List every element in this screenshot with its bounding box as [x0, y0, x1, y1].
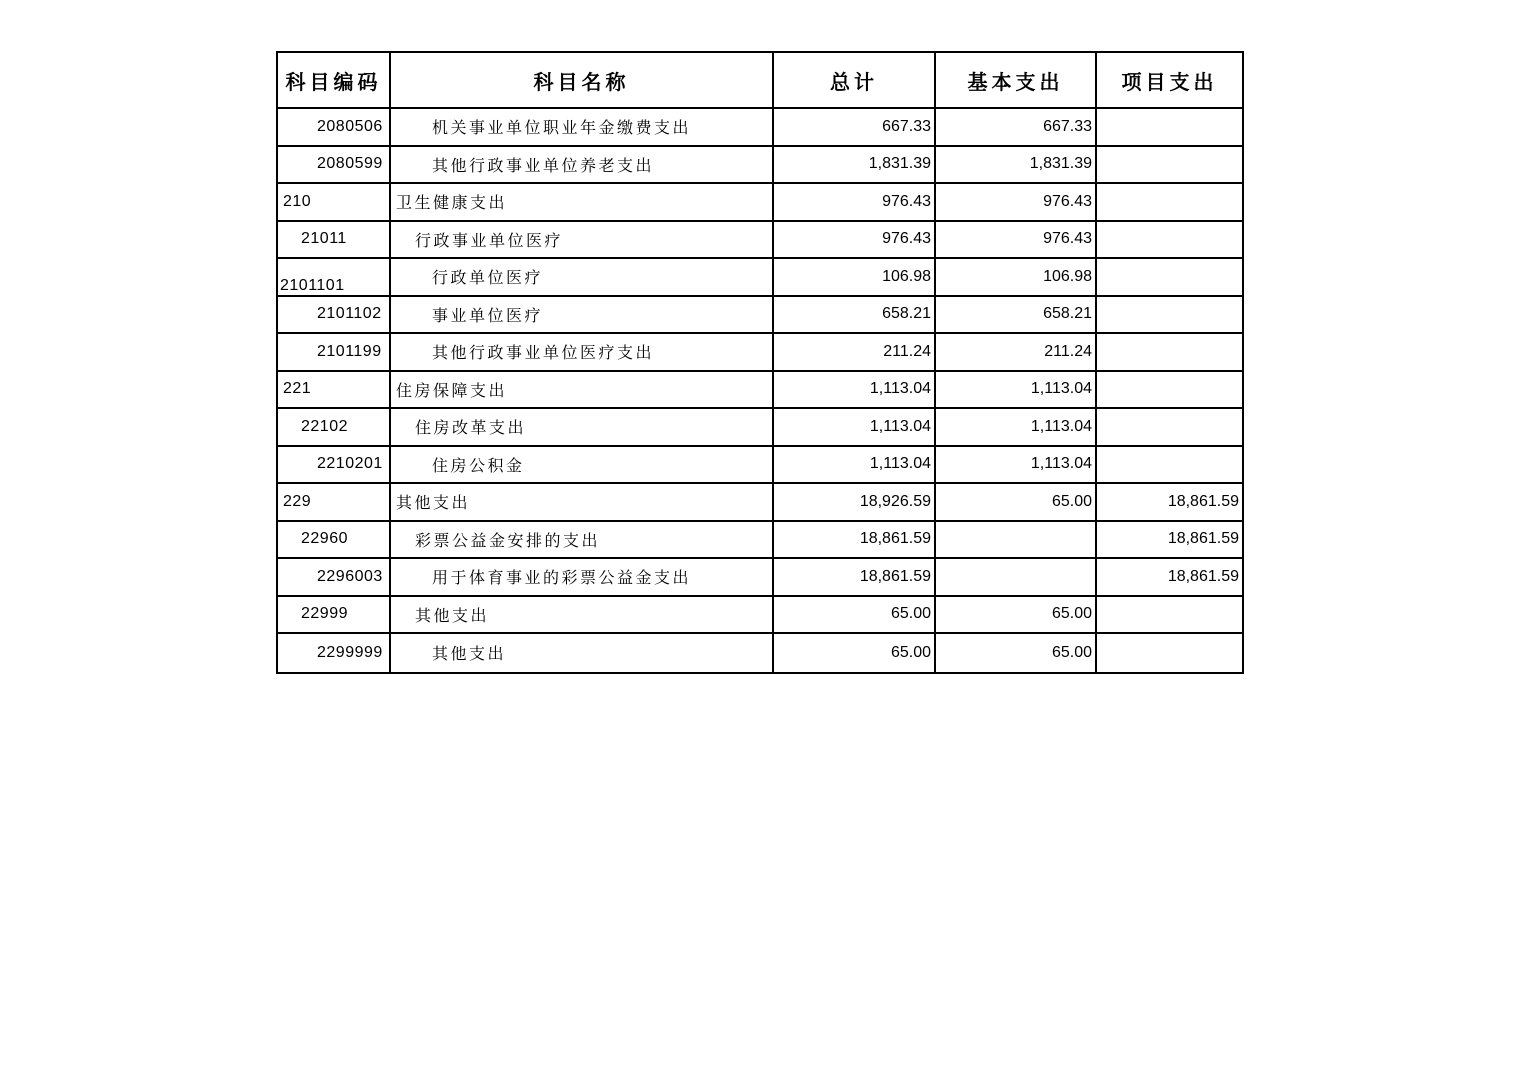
total-cell: 18,861.59 — [774, 522, 936, 560]
project-cell — [1097, 334, 1242, 372]
total-cell: 976.43 — [774, 184, 936, 222]
code-cell: 22960 — [278, 522, 391, 560]
total-cell: 211.24 — [774, 334, 936, 372]
code-cell: 22102 — [278, 409, 391, 447]
total-cell: 1,113.04 — [774, 409, 936, 447]
total-cell: 658.21 — [774, 297, 936, 335]
name-cell: 其他行政事业单位医疗支出 — [391, 334, 774, 372]
total-cell: 65.00 — [774, 634, 936, 672]
code-cell: 2101101 — [278, 259, 391, 297]
basic-cell: 211.24 — [936, 334, 1097, 372]
code-cell: 2080506 — [278, 109, 391, 147]
name-cell: 住房公积金 — [391, 447, 774, 485]
total-cell: 106.98 — [774, 259, 936, 297]
name-cell: 事业单位医疗 — [391, 297, 774, 335]
project-cell — [1097, 222, 1242, 260]
name-cell: 住房改革支出 — [391, 409, 774, 447]
name-cell: 行政事业单位医疗 — [391, 222, 774, 260]
total-cell: 18,861.59 — [774, 559, 936, 597]
name-cell: 其他支出 — [391, 634, 774, 672]
basic-cell: 1,831.39 — [936, 147, 1097, 185]
basic-cell: 65.00 — [936, 484, 1097, 522]
basic-cell: 1,113.04 — [936, 447, 1097, 485]
project-cell: 18,861.59 — [1097, 522, 1242, 560]
name-cell: 行政单位医疗 — [391, 259, 774, 297]
header-basic-expenditure: 基本支出 — [936, 53, 1097, 109]
header-total: 总计 — [774, 53, 936, 109]
project-cell — [1097, 259, 1242, 297]
budget-table — [276, 51, 1244, 674]
project-cell — [1097, 147, 1242, 185]
header-project-expenditure: 项目支出 — [1097, 53, 1242, 109]
name-cell: 机关事业单位职业年金缴费支出 — [391, 109, 774, 147]
name-cell: 用于体育事业的彩票公益金支出 — [391, 559, 774, 597]
basic-cell: 976.43 — [936, 222, 1097, 260]
total-cell: 976.43 — [774, 222, 936, 260]
code-cell: 2101199 — [278, 334, 391, 372]
name-cell: 彩票公益金安排的支出 — [391, 522, 774, 560]
total-cell: 18,926.59 — [774, 484, 936, 522]
basic-cell: 1,113.04 — [936, 409, 1097, 447]
code-cell: 2080599 — [278, 147, 391, 185]
name-cell: 其他行政事业单位养老支出 — [391, 147, 774, 185]
project-cell — [1097, 297, 1242, 335]
name-cell: 其他支出 — [391, 484, 774, 522]
basic-cell: 65.00 — [936, 597, 1097, 635]
basic-cell — [936, 559, 1097, 597]
project-cell — [1097, 634, 1242, 672]
basic-cell: 658.21 — [936, 297, 1097, 335]
project-cell — [1097, 109, 1242, 147]
basic-cell: 106.98 — [936, 259, 1097, 297]
total-cell: 1,113.04 — [774, 372, 936, 410]
code-cell: 21011 — [278, 222, 391, 260]
project-cell: 18,861.59 — [1097, 484, 1242, 522]
name-cell: 卫生健康支出 — [391, 184, 774, 222]
total-cell: 1,113.04 — [774, 447, 936, 485]
project-cell — [1097, 409, 1242, 447]
project-cell — [1097, 372, 1242, 410]
code-cell: 2101102 — [278, 297, 391, 335]
basic-cell — [936, 522, 1097, 560]
basic-cell: 976.43 — [936, 184, 1097, 222]
code-cell: 22999 — [278, 597, 391, 635]
header-subject-code: 科目编码 — [278, 53, 391, 109]
code-cell: 2299999 — [278, 634, 391, 672]
project-cell — [1097, 597, 1242, 635]
code-cell: 2210201 — [278, 447, 391, 485]
code-cell: 210 — [278, 184, 391, 222]
project-cell — [1097, 447, 1242, 485]
basic-cell: 667.33 — [936, 109, 1097, 147]
header-subject-name: 科目名称 — [391, 53, 774, 109]
name-cell: 住房保障支出 — [391, 372, 774, 410]
project-cell — [1097, 184, 1242, 222]
code-cell: 221 — [278, 372, 391, 410]
total-cell: 65.00 — [774, 597, 936, 635]
code-cell: 2296003 — [278, 559, 391, 597]
total-cell: 667.33 — [774, 109, 936, 147]
basic-cell: 1,113.04 — [936, 372, 1097, 410]
name-cell: 其他支出 — [391, 597, 774, 635]
project-cell: 18,861.59 — [1097, 559, 1242, 597]
total-cell: 1,831.39 — [774, 147, 936, 185]
code-cell: 229 — [278, 484, 391, 522]
basic-cell: 65.00 — [936, 634, 1097, 672]
